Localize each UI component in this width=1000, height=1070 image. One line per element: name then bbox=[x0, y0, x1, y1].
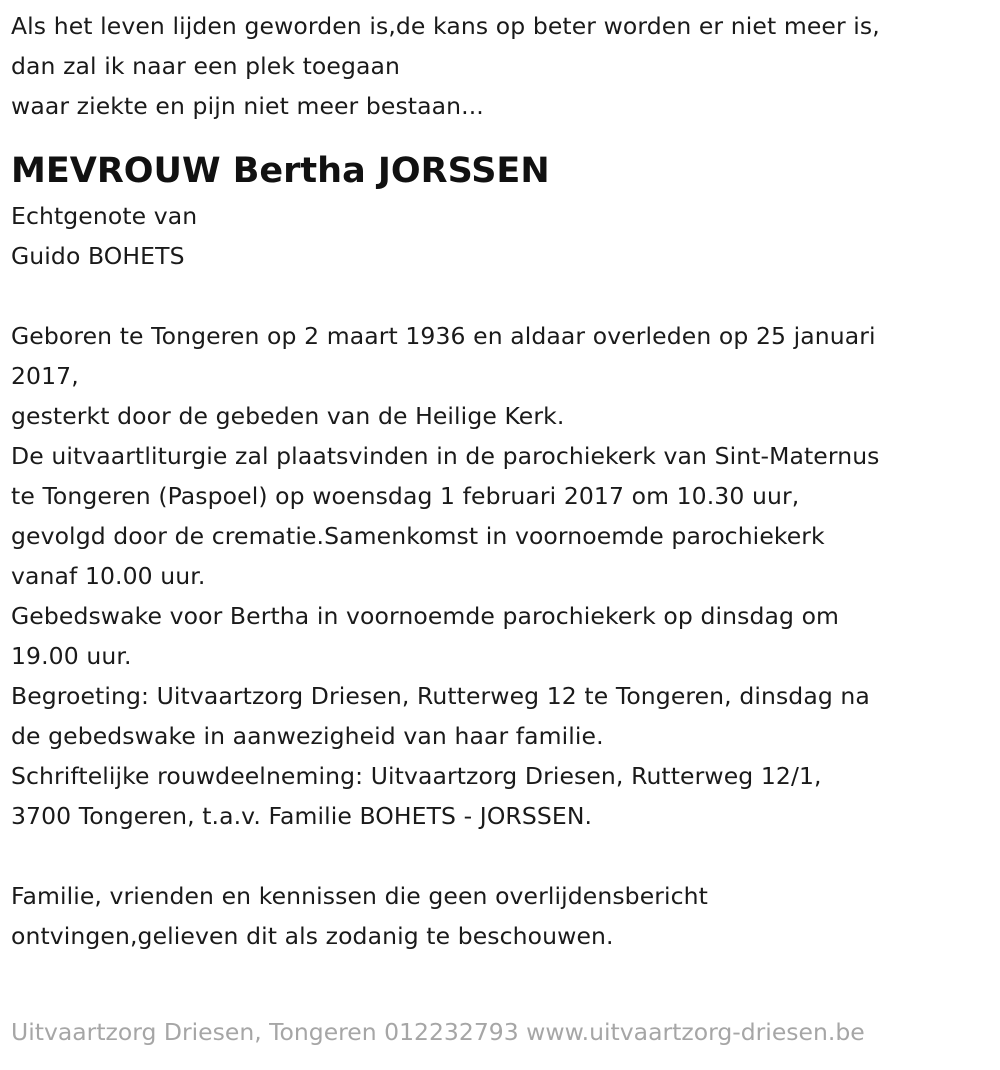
poem bbox=[11, 6, 996, 126]
poem-line: waar ziekte en pijn niet meer bestaan... bbox=[11, 92, 484, 120]
body-line: Gebedswake voor Bertha in voornoemde parochiekerk op dinsdag om bbox=[11, 602, 840, 630]
body-line: De uitvaartliturgie zal plaatsvinden in de parochiekerk van Sint-Maternus bbox=[11, 442, 880, 470]
spouse-line: Guido BOHETS bbox=[11, 242, 185, 270]
body-line: Geboren te Tongeren op 2 maart 1936 en aldaar overleden op 25 januari bbox=[11, 322, 876, 350]
body-line: Schriftelijke rouwdeelneming: Uitvaartzorg Driesen, Rutterweg 12/1, bbox=[11, 762, 822, 790]
funeral-home-footer: Uitvaartzorg Driesen, Tongeren 012232793 www.uitvaartzorg-driesen.be bbox=[11, 1018, 865, 1046]
poem-line: dan zal ik naar een plek toegaan bbox=[11, 52, 400, 80]
deceased-name: MEVROUW Bertha JORSSEN bbox=[11, 151, 550, 191]
poem-line: Als het leven lijden geworden is,de kans op beter worden er niet meer is, bbox=[11, 12, 880, 40]
spacer bbox=[11, 276, 996, 316]
closing-line: ontvingen,gelieven dit als zodanig te beschouwen. bbox=[11, 922, 614, 950]
body-line: te Tongeren (Paspoel) op woensdag 1 februari 2017 om 10.30 uur, bbox=[11, 482, 800, 510]
body-line: Begroeting: Uitvaartzorg Driesen, Rutterweg 12 te Tongeren, dinsdag na bbox=[11, 682, 870, 710]
spouse-info bbox=[11, 196, 996, 276]
body-line: 3700 Tongeren, t.a.v. Familie BOHETS - JORSSEN. bbox=[11, 802, 593, 830]
body-line: 2017, bbox=[11, 362, 79, 390]
body-line: gevolgd door de crematie.Samenkomst in voornoemde parochiekerk bbox=[11, 522, 825, 550]
spouse-line: Echtgenote van bbox=[11, 202, 198, 230]
obituary-notice bbox=[11, 6, 996, 956]
body-line: vanaf 10.00 uur. bbox=[11, 562, 206, 590]
body-line: gesterkt door de gebeden van de Heilige Kerk. bbox=[11, 402, 565, 430]
body-line: de gebedswake in aanwezigheid van haar familie. bbox=[11, 722, 604, 750]
body-line: 19.00 uur. bbox=[11, 642, 132, 670]
notice-body bbox=[11, 316, 996, 836]
closing-note bbox=[11, 876, 996, 956]
closing-line: Familie, vrienden en kennissen die geen overlijdensbericht bbox=[11, 882, 708, 910]
spacer bbox=[11, 836, 996, 876]
